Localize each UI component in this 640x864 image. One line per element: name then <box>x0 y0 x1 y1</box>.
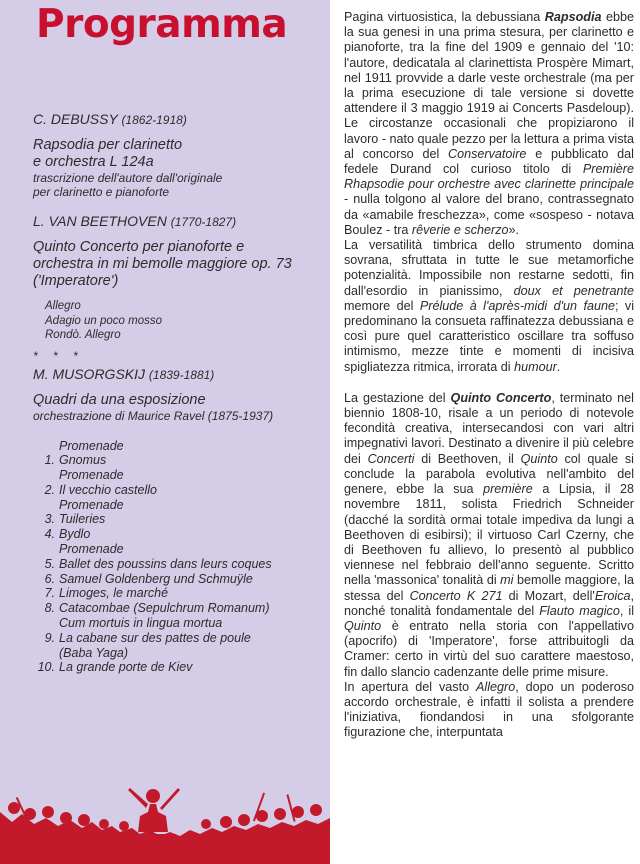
picture-item <box>33 631 325 646</box>
picture-number <box>33 498 59 513</box>
picture-number: 6. <box>44 571 55 586</box>
picture-number: 4. <box>44 527 55 542</box>
picture-item <box>33 498 325 513</box>
picture-number: 3. <box>44 512 55 527</box>
picture-item <box>33 453 325 468</box>
picture-title: Promenade <box>59 468 124 483</box>
orchestra-skyline <box>0 744 330 864</box>
article-paragraph: Pagina virtuosistica, la debussiana Rapsodia ebbe la sua genesi in una prima stesura, per clarinetto e pianoforte, tra la fine del 1909 e gennaio del '10: l'autore, dedicatala al clarinettista Prospère Mimart, nel 1911 provvide a darle veste orchestrale (ma per la prima esecuzione di tale versione si dovette attendere il 3 maggio 1919 ai Concerts Pasdeloup). Le circostanze occasionali che propiziarono il lavoro - nato quale pezzo per la lettura a prima vista al concorso del Conservatoire e pubblicato dal fedele Durand col curioso titolo di Première Rhapsodie pour orchestre avec clarinette principale - nulla tolgono al valore del brano, contrassegnato da «amabile freschezza», come «sospeso - notava Boulez - tra rêverie e scherzo». <box>344 10 634 237</box>
picture-item <box>33 616 325 631</box>
work-note: trascrizione dell'autore dall'originale <box>33 171 223 185</box>
picture-title: Ballet des poussins dans leurs coques <box>59 556 272 571</box>
composer-dates: (1862-1918) <box>121 113 187 127</box>
picture-title: Limoges, le marché <box>59 586 169 601</box>
picture-number: 1. <box>44 453 55 468</box>
work-title: Quinto Concerto per pianoforte e <box>33 239 245 255</box>
article-body <box>344 10 634 741</box>
article-paragraph: La gestazione del Quinto Concerto, terminato nel biennio 1808-10, risale a un periodo di notevole fecondità creativa, intersecandosi con vari altri impegnativi lavori. Destinato a divenire il più celebre dei Concerti di Beethoven, il Quinto col quale si conclude la parabola evolutiva nell'ambito del genere, ebbe la sua première a Lipsia, il 28 novembre 1811, solista Friedrich Schneider (dacché la sordità ormai totale impediva da lungi a Beethoven di esibirsi); il virtuoso Carl Czerny, che di Beethoven fu allievo, lo presentò al pubblico viennese nel febbraio dell'anno seguente. Scritto nella 'massonica' tonalità di mi bemolle maggiore, la stessa del Concerto K 271 di Mozart, dell'Eroica, nonché tonalità fondamentale del Flauto magico, il Quinto è entrato nella storia con l'appellativo (apocrifo) di 'Imperatore', forse attribuitogli da Cramer: certo in virtù del suo carattere maestoso, fin dallo slancio cadenzante delle prime misure. <box>344 390 635 679</box>
picture-title: Samuel Goldenberg und Schmuÿle <box>59 571 253 586</box>
picture-number: 10. <box>37 660 55 675</box>
picture-item <box>33 660 325 675</box>
composer-name: L. VAN BEETHOVEN <box>33 213 167 229</box>
picture-title: Promenade <box>59 542 124 557</box>
musorgskij-entry <box>33 365 325 676</box>
composer-name: M. MUSORGSKIJ <box>33 365 146 382</box>
picture-title: La cabane sur des pattes de poule <box>59 630 251 645</box>
picture-number <box>33 542 59 557</box>
movement: Rondò. Allegro <box>45 329 121 341</box>
picture-item <box>33 439 325 454</box>
picture-number: 5. <box>44 556 55 571</box>
picture-number <box>33 616 59 631</box>
debussy-entry <box>33 110 325 199</box>
picture-item <box>33 557 325 572</box>
composer-dates: (1839-1881) <box>148 367 215 382</box>
picture-number: 2. <box>44 482 55 497</box>
article-column <box>330 0 640 864</box>
work-title: Quadri da una esposizione <box>33 391 206 408</box>
work-title: ('Imperatore') <box>33 273 119 289</box>
picture-title: Cum mortuis in lingua mortua <box>59 616 223 631</box>
picture-title: Bydlo <box>59 527 91 542</box>
picture-item <box>33 572 325 587</box>
picture-number <box>33 468 59 483</box>
picture-title: Promenade <box>59 497 124 512</box>
movement-list <box>33 299 325 343</box>
picture-title: Gnomus <box>59 453 107 468</box>
separator: * * * <box>33 348 84 363</box>
picture-item <box>33 527 325 542</box>
picture-number <box>33 439 59 454</box>
article-paragraph: In apertura del vasto Allegro, dopo un poderoso accordo orchestrale, è infatti il solista a prendere l'iniziativa, fiondandosi in una sfolgorante figurazione che, interpuntata <box>344 679 634 740</box>
picture-number: 7. <box>44 586 55 601</box>
composer-name: C. DEBUSSY <box>33 111 118 127</box>
work-title: e orchestra L 124a <box>33 154 154 170</box>
picture-number: 8. <box>44 601 55 616</box>
picture-title: Il vecchio castello <box>59 482 157 497</box>
programme-title: Programma <box>36 2 288 47</box>
work-title: Rapsodia per clarinetto <box>33 137 183 153</box>
pictures-list <box>33 439 325 676</box>
picture-item <box>33 646 325 661</box>
movement: Allegro <box>45 300 81 312</box>
article-paragraph: La versatilità timbrica dello strumento domina sovrana, sfruttata in tutte le sue metamorfiche potenzialità. Impossibile non restarne sedotti, fin dall'esordio in pianissimo, doux et penetrante memore del Prélude à l'après-midi d'un faune; vi predominano la consueta raffinatezza debussiana e così pure quel caratteristico oscillare tra soffuso intimismo, mezze tinte e momenti di incisiva spigliatezza ritmica, irrorata di humour. <box>344 238 634 374</box>
work-note: orchestrazione di Maurice Ravel (1875-1937) <box>33 408 274 423</box>
picture-item <box>33 542 325 557</box>
picture-number: 9. <box>44 630 55 645</box>
picture-number <box>33 646 59 661</box>
picture-title: (Baba Yaga) <box>59 645 129 660</box>
picture-item <box>33 512 325 527</box>
picture-title: La grande porte de Kiev <box>59 660 193 675</box>
work-title: orchestra in mi bemolle maggiore op. 73 <box>33 256 292 272</box>
picture-item <box>33 483 325 498</box>
picture-title: Catacombae (Sepulchrum Romanum) <box>59 601 270 616</box>
beethoven-entry <box>33 212 325 343</box>
composer-dates: (1770-1827) <box>170 215 237 229</box>
movement: Adagio un poco mosso <box>45 314 162 327</box>
picture-title: Tuileries <box>59 512 106 527</box>
picture-item <box>33 586 325 601</box>
programme-list <box>33 110 325 675</box>
picture-item <box>33 468 325 483</box>
picture-item <box>33 601 325 616</box>
picture-title: Promenade <box>59 438 124 453</box>
work-note: per clarinetto e pianoforte <box>33 185 170 199</box>
